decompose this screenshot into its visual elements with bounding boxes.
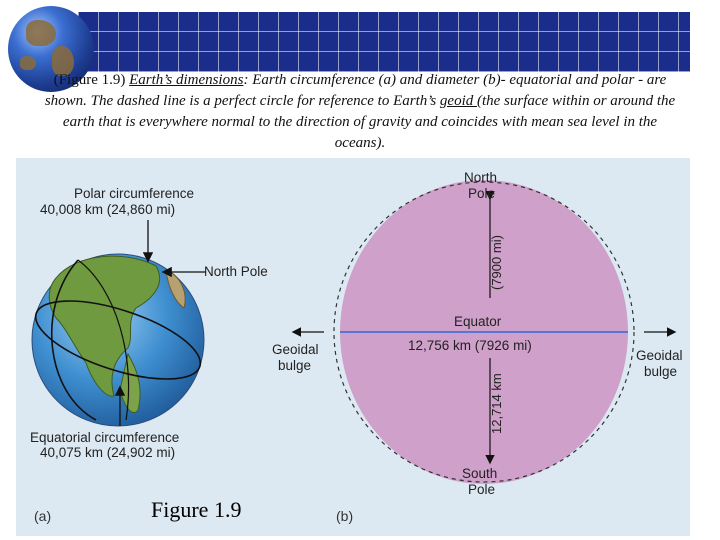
south-pole-label-1: South [462,466,498,481]
geoidal-bulge-right-1: Geoidal [636,348,683,363]
figure-caption [40,70,680,154]
north-pole-label: North Pole [204,264,268,279]
polar-diameter-mi-label: (7900 mi) [489,235,504,290]
equator-label: Equator [454,314,502,329]
equatorial-circumference-value: 40,075 km (24,902 mi) [40,445,176,460]
equatorial-circumference-label: Equatorial circumference [30,430,180,445]
figure-number-label: Figure 1.9 [151,497,242,522]
caption-text-2: (the surface within or around the earth that is everywhere normal to the direction of gravity and coincides with mean sea level in the oceans). [62,93,676,151]
caption-term-dimensions: Earth’s dimensions [129,72,244,88]
geoidal-bulge-left-2: bulge [278,358,312,373]
south-pole-label-2: Pole [468,482,496,497]
polar-circumference-value: 40,008 km (24,860 mi) [40,202,176,217]
part-b-label: (b) [336,508,354,524]
globe-illustration [27,254,209,426]
header-banner-grid [78,12,690,72]
equator-diameter-label: 12,756 km (7926 mi) [408,338,532,353]
figure-panel [16,158,690,536]
part-a-label: (a) [34,508,52,524]
north-pole-b-label-2: Pole [468,186,496,201]
caption-text-1: : Earth circumference (a) and diameter (b)- equatorial and polar - are shown. The dashed line is a perfect circle for reference to Earth’s [44,72,667,109]
geoidal-bulge-right-2: bulge [644,364,678,379]
polar-diameter-km-label: 12,714 km [489,373,504,434]
polar-circumference-label: Polar circumference [74,186,195,201]
caption-term-geoid: geoid [439,93,477,109]
caption-figure-ref: (Figure 1.9) [53,72,126,88]
geoidal-bulge-left-1: Geoidal [272,342,319,357]
north-pole-b-label-1: North [464,170,498,185]
